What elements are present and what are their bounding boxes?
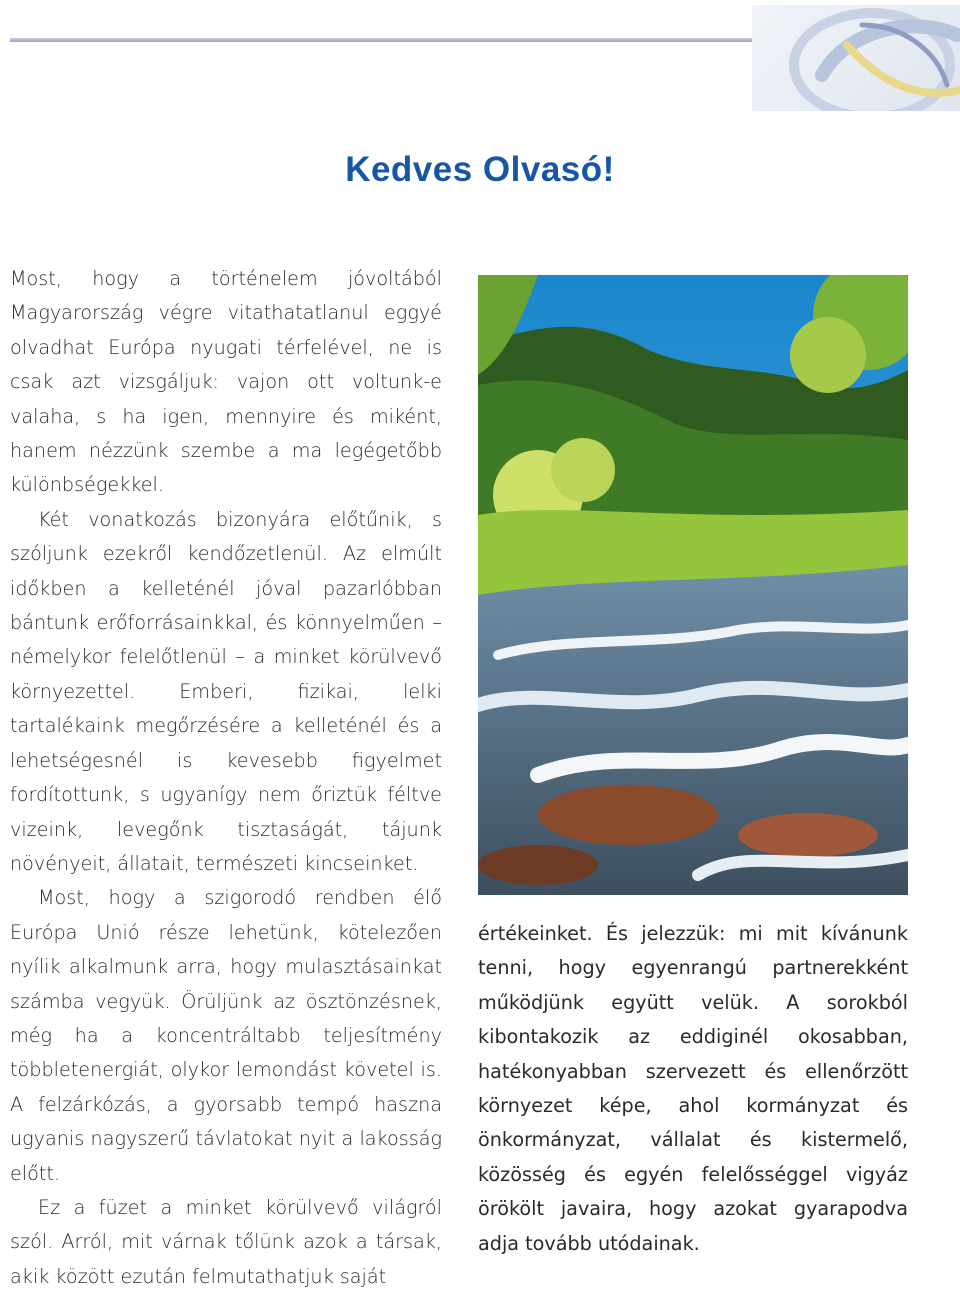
right-text-column <box>478 917 908 1261</box>
left-text-column <box>10 262 442 1294</box>
paragraph: értékeinket. És jelezzük: mi mit kívánunk tenni, hogy egyenrangú partnerekként működjünk együtt velük. A sorokból kibontakozik az eddiginél okosabban, hatékonyabban szervezett és ellenőrzött környezet képe, ahol kormányzat és önkormányzat, vállalat és kistermelő, közösség és egyén felelősséggel vigyáz örökölt javaira, hogy azokat gyarapodva adja tovább utódainak. <box>478 922 908 1255</box>
paragraph: Most, hogy a szigorodó rendben élő Európa Unió része lehetünk, kötelezően nyílik alkalmunk arra, hogy mulasztásainkat számba vegyük. Örüljünk az ösztönzésnek, még ha a koncentráltabb teljesítmény többletenergiát, olykor lemondást követel is. A felzárkózás, a gyorsabb tempó haszna ugyanis nagyszerű távlatokat nyit a lakosság előtt. <box>10 886 442 1185</box>
swoosh-logo-icon <box>752 5 960 111</box>
paragraph: Ez a füzet a minket körülvevő világról szól. Arról, mit várnak tőlünk azok a társak, akik között ezután felmutathatjuk saját <box>10 1195 442 1288</box>
landscape-photo <box>478 275 908 895</box>
paragraph: Most, hogy a történelem jóvoltából Magyarország végre vitathatatlanul eggyé olvadhat Európa nyugati térfelével, ne is csak azt vizsgáljuk: vajon ott voltunk-e valaha, s ha igen, mennyire és miként, hanem nézzünk szembe a ma legégetőbb különbségekkel. <box>10 267 442 497</box>
page-title: Kedves Olvasó! <box>345 150 615 189</box>
paragraph: Két vonatkozás bizonyára előtűnik, s szóljunk ezekről kendőzetlenül. Az elmúlt időkben a kelleténél jóval pazarlóbban bántunk erőforrásainkkal, és könnyelműen – némelykor felelőtlenül – a minket körülvevő környezettel. Emberi, fizikai, lelki tartalékaink megőrzésére a kelleténél és a lehetségesnél is kevesebb figyelmet fordítottunk, s ugyanígy nem őriztük féltve vizeink, levegőnk tisztaságát, tájunk növényeit, állatait, természeti kincseinket. <box>10 507 442 875</box>
